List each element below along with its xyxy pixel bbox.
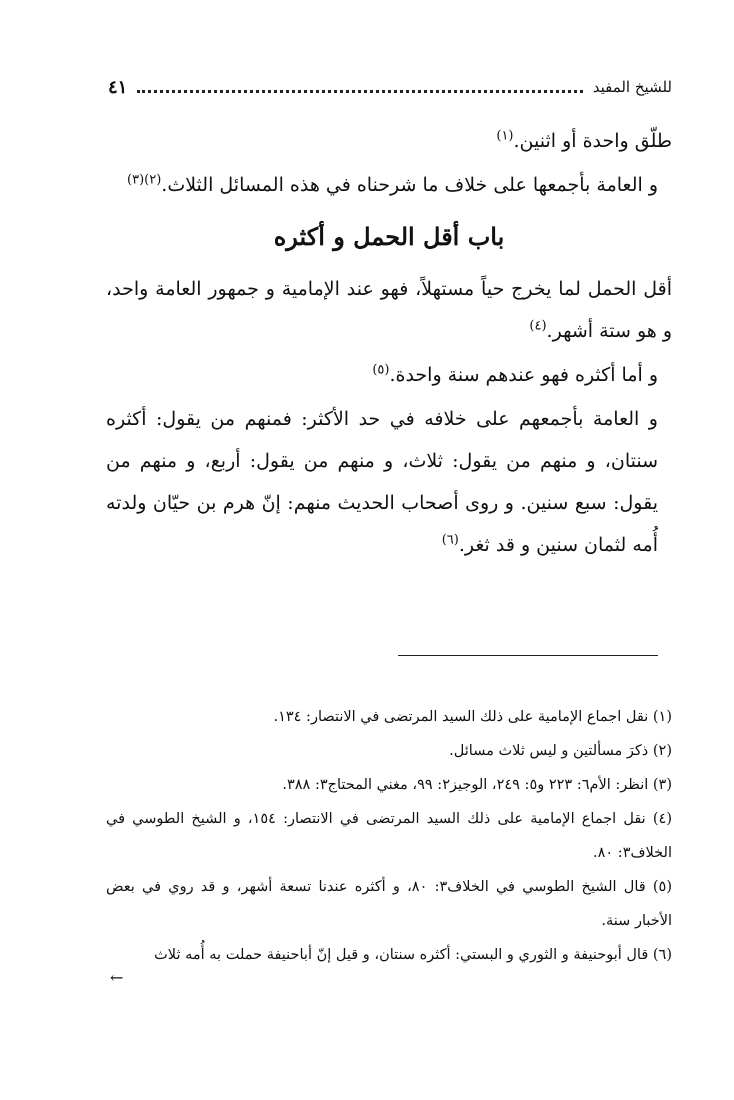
paragraph-1 <box>106 120 672 162</box>
paragraph-2 <box>106 164 672 206</box>
paragraph-5-text: و العامة بأجمعهم على خلافه في حد الأكثر: فمنهم من يقول: أكثره سنتان، و منهم من يقول: ثلاث، و منهم من يقول: أربع، و منهم من يقول: سبع سنين. و روى أصحاب الحديث منهم: إنّ هرم بن حيّان ولدته أُمه لثمان سنين و قد ثغر. <box>106 408 658 556</box>
paragraph-2-text: و العامة بأجمعها على خلاف ما شرحناه في هذه المسائل الثلاث. <box>161 174 658 196</box>
footnote-2: (٢) ذكرَ مسألتين و ليس ثلاث مسائل. <box>449 743 672 759</box>
paragraph-3-text: أقل الحمل لما يخرج حياً مستهلاً، فهو عند الإمامية و جمهور العامة واحد، و هو ستة أشهر. <box>106 278 672 342</box>
continuation-arrow-icon: ← <box>110 968 124 987</box>
paragraph-4-text: و أما أكثره فهو عندهم سنة واحدة. <box>389 364 658 386</box>
footnote-ref-6: (٦) <box>441 532 459 548</box>
main-text <box>106 120 672 568</box>
footnote-5: (٥) قال الشيخ الطوسي في الخلاف٣: ٨٠، و أكثره عندنا تسعة أشهر، و قد روي في بعض الأخبار سنة. <box>106 879 673 929</box>
footnote-ref-5: (٥) <box>372 362 390 378</box>
running-header <box>108 72 672 102</box>
footnote-ref-1: (١) <box>496 128 514 144</box>
footnotes <box>106 700 672 972</box>
footnote-3: (٣) انظر: الأم٦: ٢٢٣ و٥: ٢٤٩، الوجيز٢: ٩٩، مغني المحتاج٣: ٣٨٨. <box>282 777 672 793</box>
footnote-ref-4: (٤) <box>529 318 547 334</box>
paragraph-1-text: طلّق واحدة أو اثنين. <box>513 130 672 152</box>
paragraph-3 <box>106 268 672 352</box>
footnote-6: (٦) قال أبوحنيفة و الثوري و البستي: أكثره سنتان، و قيل إنّ أباحنيفة حملت به أُمه ثلاث <box>154 947 672 963</box>
footnote-4: (٤) نقل اجماع الإمامية على ذلك السيد المرتضى في الانتصار: ١٥٤، و الشيخ الطوسي في الخلاف٣: ٨٠. <box>106 811 673 861</box>
header-title: للشيخ المفيد <box>592 78 672 96</box>
page-number: ٤١ <box>108 76 128 98</box>
footnote-1: (١) نقل اجماع الإمامية على ذلك السيد المرتضى في الانتصار: ١٣٤. <box>273 709 672 725</box>
section-heading: باب أقل الحمل و أكثره <box>273 222 505 251</box>
header-dotted-leader <box>137 90 582 93</box>
footnote-ref-2-3: (٢)(٣) <box>127 172 162 188</box>
paragraph-5 <box>106 398 672 566</box>
paragraph-4 <box>106 354 672 396</box>
footnote-separator <box>398 655 658 656</box>
